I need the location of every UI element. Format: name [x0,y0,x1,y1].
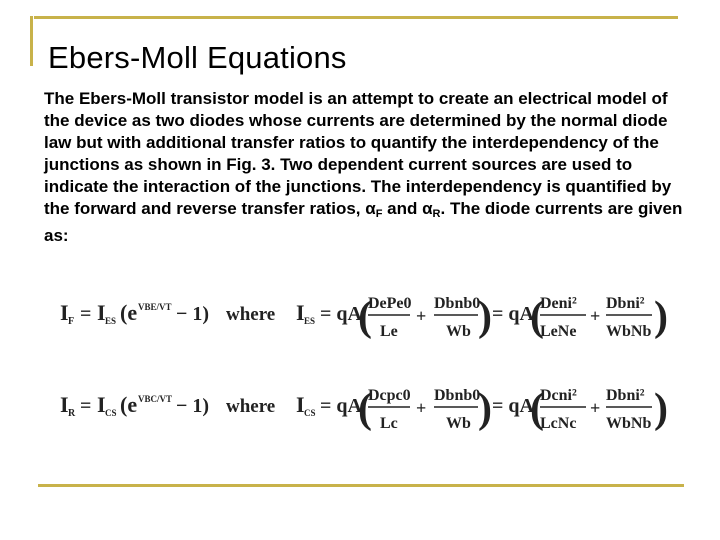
reverse-lhs-sub: R [68,408,76,419]
reverse-term4-num: Dbni² [606,387,645,404]
reverse-term2-den: Wb [446,415,471,432]
alpha-r-symbol: α [422,199,433,218]
forward-eq-sign: = [80,303,92,325]
forward-right-paren-2: ) [654,294,668,340]
reverse-e-open: (e [120,392,138,417]
reverse-equation [60,386,668,432]
reverse-term2-num: Dbnb0 [434,387,481,404]
slide-paragraph [44,88,684,247]
reverse-is-sub: CS [105,408,117,418]
forward-plus-2: + [590,306,601,326]
reverse-term3-num: Dcni² [540,387,577,404]
top-accent-rule [34,16,678,19]
forward-plus: + [416,306,427,326]
forward-lhs-i: I [60,300,69,325]
forward-equation [60,294,668,340]
reverse-plus-2: + [590,398,601,418]
reverse-where: where [226,396,276,417]
forward-left-paren: ( [358,294,372,340]
reverse-plus: + [416,398,427,418]
forward-i: I [97,300,106,325]
reverse-left-paren: ( [358,386,372,432]
forward-right-paren: ) [478,294,492,340]
forward-exponent: VBE/VT [138,302,172,312]
forward-term1-num: DePe0 [368,295,412,312]
alpha-r-subscript: R [432,208,441,220]
equations-graphic [50,282,680,442]
forward-is-sub: ES [105,316,117,326]
forward-term3-num: Deni² [540,295,577,312]
paragraph-and: and [382,199,423,218]
reverse-left-paren-2: ( [530,386,544,432]
reverse-eq-sign: = [80,395,92,417]
forward-left-paren-2: ( [530,294,544,340]
reverse-minus-one: − 1) [176,395,210,417]
reverse-exponent: VBC/VT [138,394,173,404]
reverse-qa-2: = qA [492,395,534,417]
forward-qa: = qA [320,303,362,325]
forward-qa-2: = qA [492,303,534,325]
forward-term2-den: Wb [446,323,471,340]
reverse-right-paren-2: ) [654,386,668,432]
forward-term4-num: Dbni² [606,295,645,312]
reverse-rhs-i: I [296,392,305,417]
alpha-f-symbol: α [365,199,376,218]
alpha-f-subscript: F [375,208,383,220]
bottom-accent-rule [38,484,684,487]
forward-term1-den: Le [380,323,398,340]
left-accent-rule [30,16,33,66]
forward-minus-one: − 1) [176,303,210,325]
forward-rhs-sub: ES [304,316,316,326]
forward-e-open: (e [120,300,138,325]
reverse-right-paren: ) [478,386,492,432]
paragraph-end: . The diode currents are given as: [44,199,683,245]
forward-lhs-sub: F [68,316,75,327]
reverse-term1-num: Dcpc0 [368,387,411,404]
forward-term2-num: Dbnb0 [434,295,481,312]
forward-term3-den: LeNe [540,323,577,340]
forward-term4-den: WbNb [606,323,652,340]
reverse-rhs-sub: CS [304,408,316,418]
reverse-term3-den: LcNc [540,415,577,432]
forward-rhs-i: I [296,300,305,325]
reverse-qa: = qA [320,395,362,417]
forward-where: where [226,304,276,325]
paragraph-main: The Ebers-Moll transistor model is an attempt to create an electrical model of the device as two diodes whose currents are determined by the normal diode law but with additional transfer ratios to quantify the interdependency of the junctions as shown in Fig. 3. Two dependent current sources are used to indicate the interaction of the junctions. The interdependency is quantified by the forward and reverse transfer ratios, [44,89,672,218]
reverse-term1-den: Lc [380,415,398,432]
reverse-lhs-i: I [60,392,69,417]
reverse-i: I [97,392,106,417]
reverse-term4-den: WbNb [606,415,652,432]
slide-title: Ebers-Moll Equations [48,40,347,75]
